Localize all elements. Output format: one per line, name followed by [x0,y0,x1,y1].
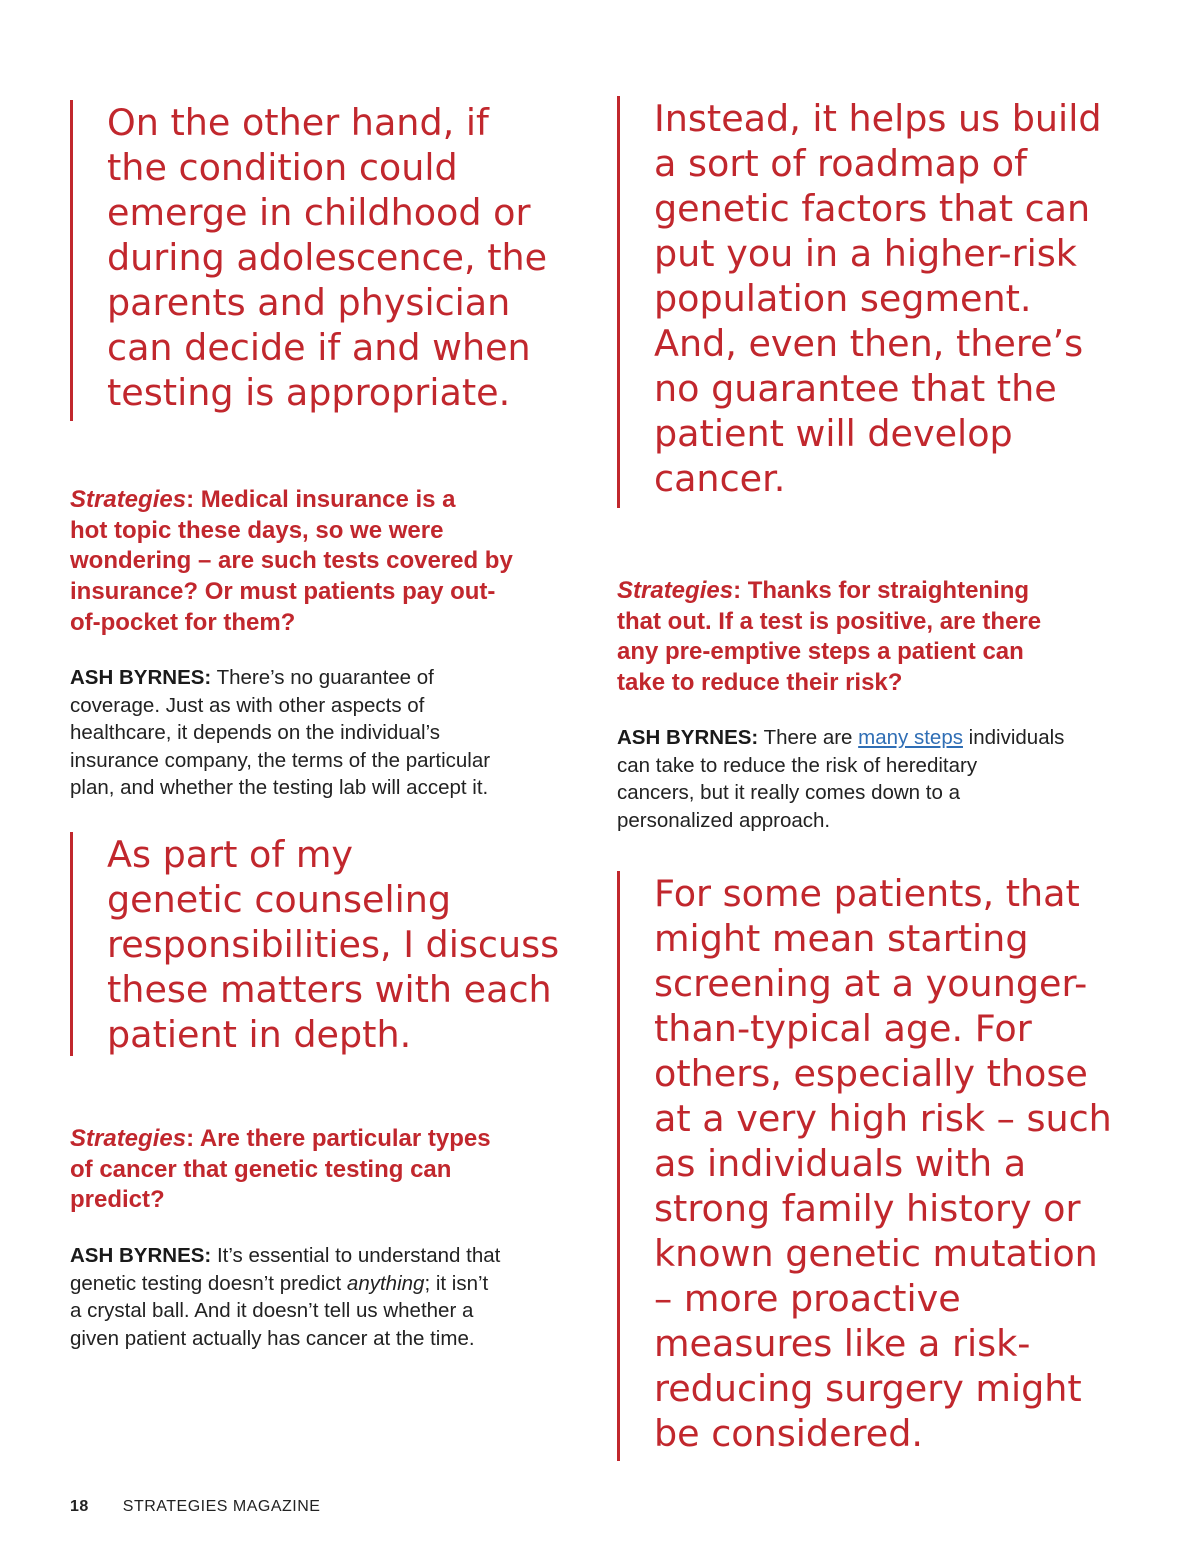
speaker-name: ASH BYRNES: [617,726,759,749]
pull-quote-roadmap: Instead, it helps us build a sort of roadmap of genetic factors that can put you in a higher-risk population segment. And, even then, there’s no guarantee that the patient will develop cancer. [617,96,1102,508]
speaker-name: ASH BYRNES: [70,1244,212,1267]
pull-quote-counseling: As part of my genetic counseling responsibilities, I discuss these matters with each patient in depth. [70,832,559,1056]
answer-text-after: ; it isn’t a crystal ball. And it doesn’t tell us whether a given patient actually has cancer at the time. [70,1271,489,1350]
interview-question-cancer-types [70,1124,580,1216]
pull-quote-screening: For some patients, that might mean starting screening at a younger- than-typical age. For others, especially those at a very high risk – such as individuals with a strong family history or known genetic mutation – more proactive measures like a risk- reducing surgery might be considered. [617,871,1112,1461]
interview-answer-insurance [70,664,585,802]
magazine-name: Strategies [70,1125,187,1152]
speaker-name: ASH BYRNES: [70,666,212,689]
answer-text-before: It’s essential to understand that genetic testing doesn’t predict [70,1244,501,1295]
publication-name: STRATEGIES MAGAZINE [122,1498,321,1515]
interview-answer-preemptive-steps [617,724,1142,834]
many-steps-link[interactable]: many steps [858,726,963,749]
magazine-name: Strategies [617,577,734,604]
pull-quote-childhood: On the other hand, if the condition could emerge in childhood or during adolescence, the parents and physician can decide if and when testing is appropriate. [70,100,547,421]
answer-text-after: individuals can take to reduce the risk of hereditary cancers, but it really comes down to a personalized approach. [617,726,1065,832]
answer-text-before: There are [758,726,859,749]
interview-question-preemptive-steps [617,576,1137,699]
page-footer [70,1498,320,1516]
question-text: : Are there particular types of cancer that genetic testing can predict? [70,1125,491,1214]
interview-question-insurance [70,485,580,639]
answer-emphasis: anything [346,1271,425,1295]
magazine-name: Strategies [70,486,187,513]
page-number: 18 [70,1498,89,1515]
answer-text: There’s no guarantee of coverage. Just as with other aspects of healthcare, it depends on the individual’s insurance company, the terms of the particular plan, and whether the testing lab will accept it. [70,666,491,799]
question-text: : Medical insurance is a hot topic these days, so we were wondering – are such tests covered by insurance? Or must patients pay out- of-pocket for them? [70,486,513,636]
interview-answer-cancer-types [70,1242,585,1352]
question-text: : Thanks for straightening that out. If a test is positive, are there any pre-emptive steps a patient can take to reduce their risk? [617,577,1042,697]
